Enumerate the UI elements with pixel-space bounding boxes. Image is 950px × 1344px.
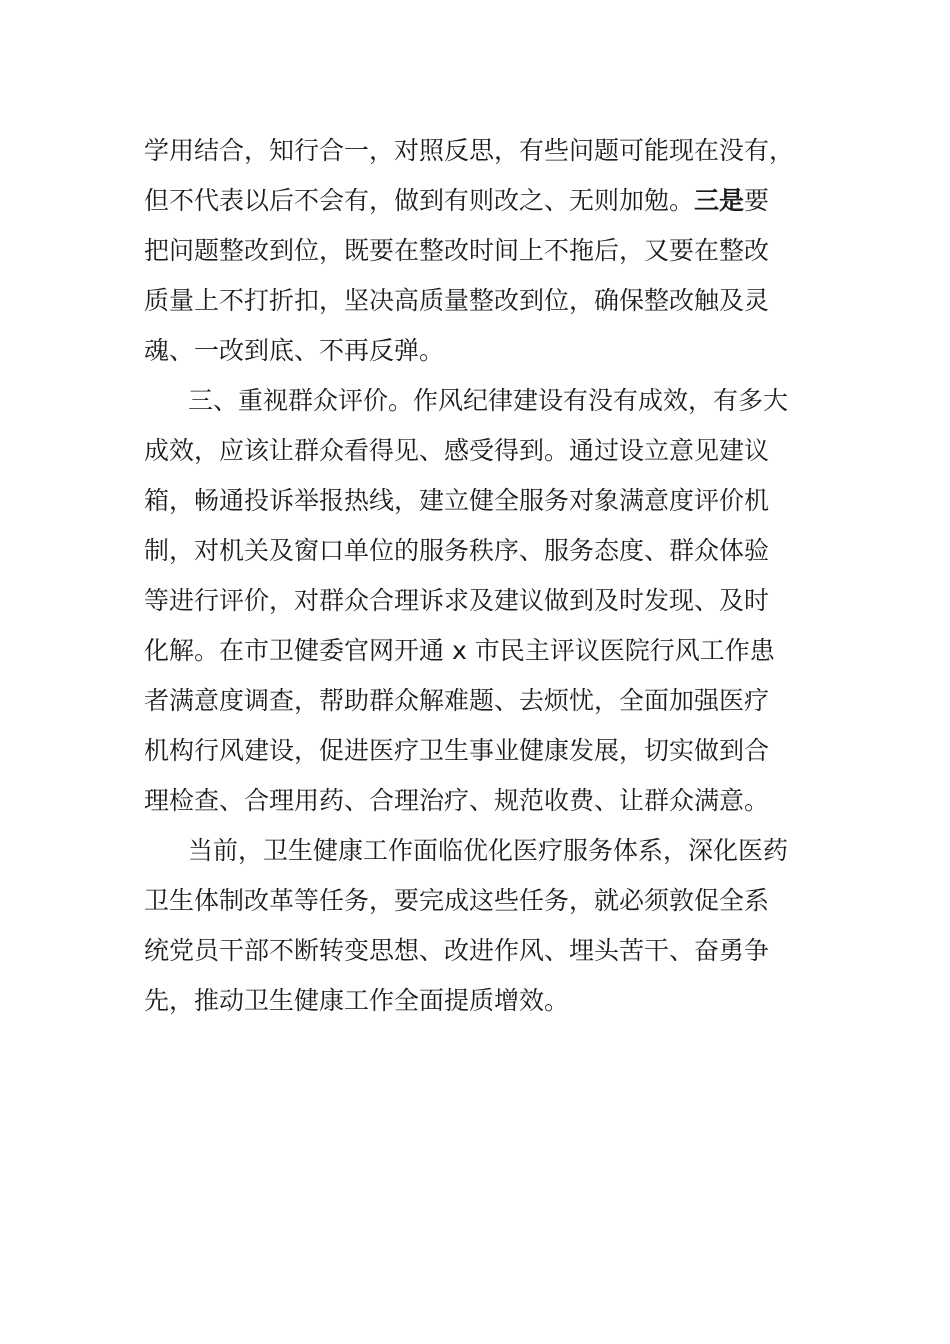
paragraph-line: 成效，应该让群众看得见、感受得到。通过设立意见建议 xyxy=(144,436,770,465)
paragraph-line: 学用结合，知行合一，对照反思，有些问题可能现在没有， xyxy=(144,136,795,165)
paragraph-line: 箱，畅通投诉举报热线，建立健全服务对象满意度评价机 xyxy=(144,486,770,515)
paragraph-2 xyxy=(144,376,808,826)
document-body xyxy=(144,126,808,1026)
text-run: 要 xyxy=(744,186,770,215)
paragraph-line: 机构行风建设，促进医疗卫生事业健康发展，切实做到合 xyxy=(144,736,770,765)
paragraph-line: 理检查、合理用药、合理治疗、规范收费、让群众满意。 xyxy=(144,786,770,815)
paragraph-line: 把问题整改到位，既要在整改时间上不拖后，又要在整改 xyxy=(144,236,770,265)
paragraph-line xyxy=(144,176,808,226)
paragraph-3 xyxy=(144,826,808,1026)
paragraph-line: 当前，卫生健康工作面临优化医疗服务体系，深化医药 xyxy=(188,836,789,865)
paragraph-line: 者满意度调查，帮助群众解难题、去烦忧，全面加强医疗 xyxy=(144,686,770,715)
paragraph-line: 化解。在市卫健委官网开通 x 市民主评议医院行风工作患 xyxy=(144,636,775,665)
bold-emphasis: 三是 xyxy=(694,186,745,215)
paragraph-line: 卫生体制改革等任务，要完成这些任务，就必须敦促全系 xyxy=(144,886,770,915)
text-run: 但不代表以后不会有，做到有则改之、无则加勉。 xyxy=(144,186,695,215)
paragraph-line: 等进行评价，对群众合理诉求及建议做到及时发现、及时 xyxy=(144,586,770,615)
paragraph-line: 魂、一改到底、不再反弹。 xyxy=(144,336,445,365)
paragraph-line: 质量上不打折扣，坚决高质量整改到位，确保整改触及灵 xyxy=(144,286,770,315)
paragraph-line: 制，对机关及窗口单位的服务秩序、服务态度、群众体验 xyxy=(144,536,770,565)
paragraph-heading-line: 三、重视群众评价。作风纪律建设有没有成效，有多大 xyxy=(188,386,789,415)
paragraph-line: 统党员干部不断转变思想、改进作风、埋头苦干、奋勇争 xyxy=(144,936,770,965)
paragraph-line: 先，推动卫生健康工作全面提质增效。 xyxy=(144,986,570,1015)
paragraph-1 xyxy=(144,126,808,376)
